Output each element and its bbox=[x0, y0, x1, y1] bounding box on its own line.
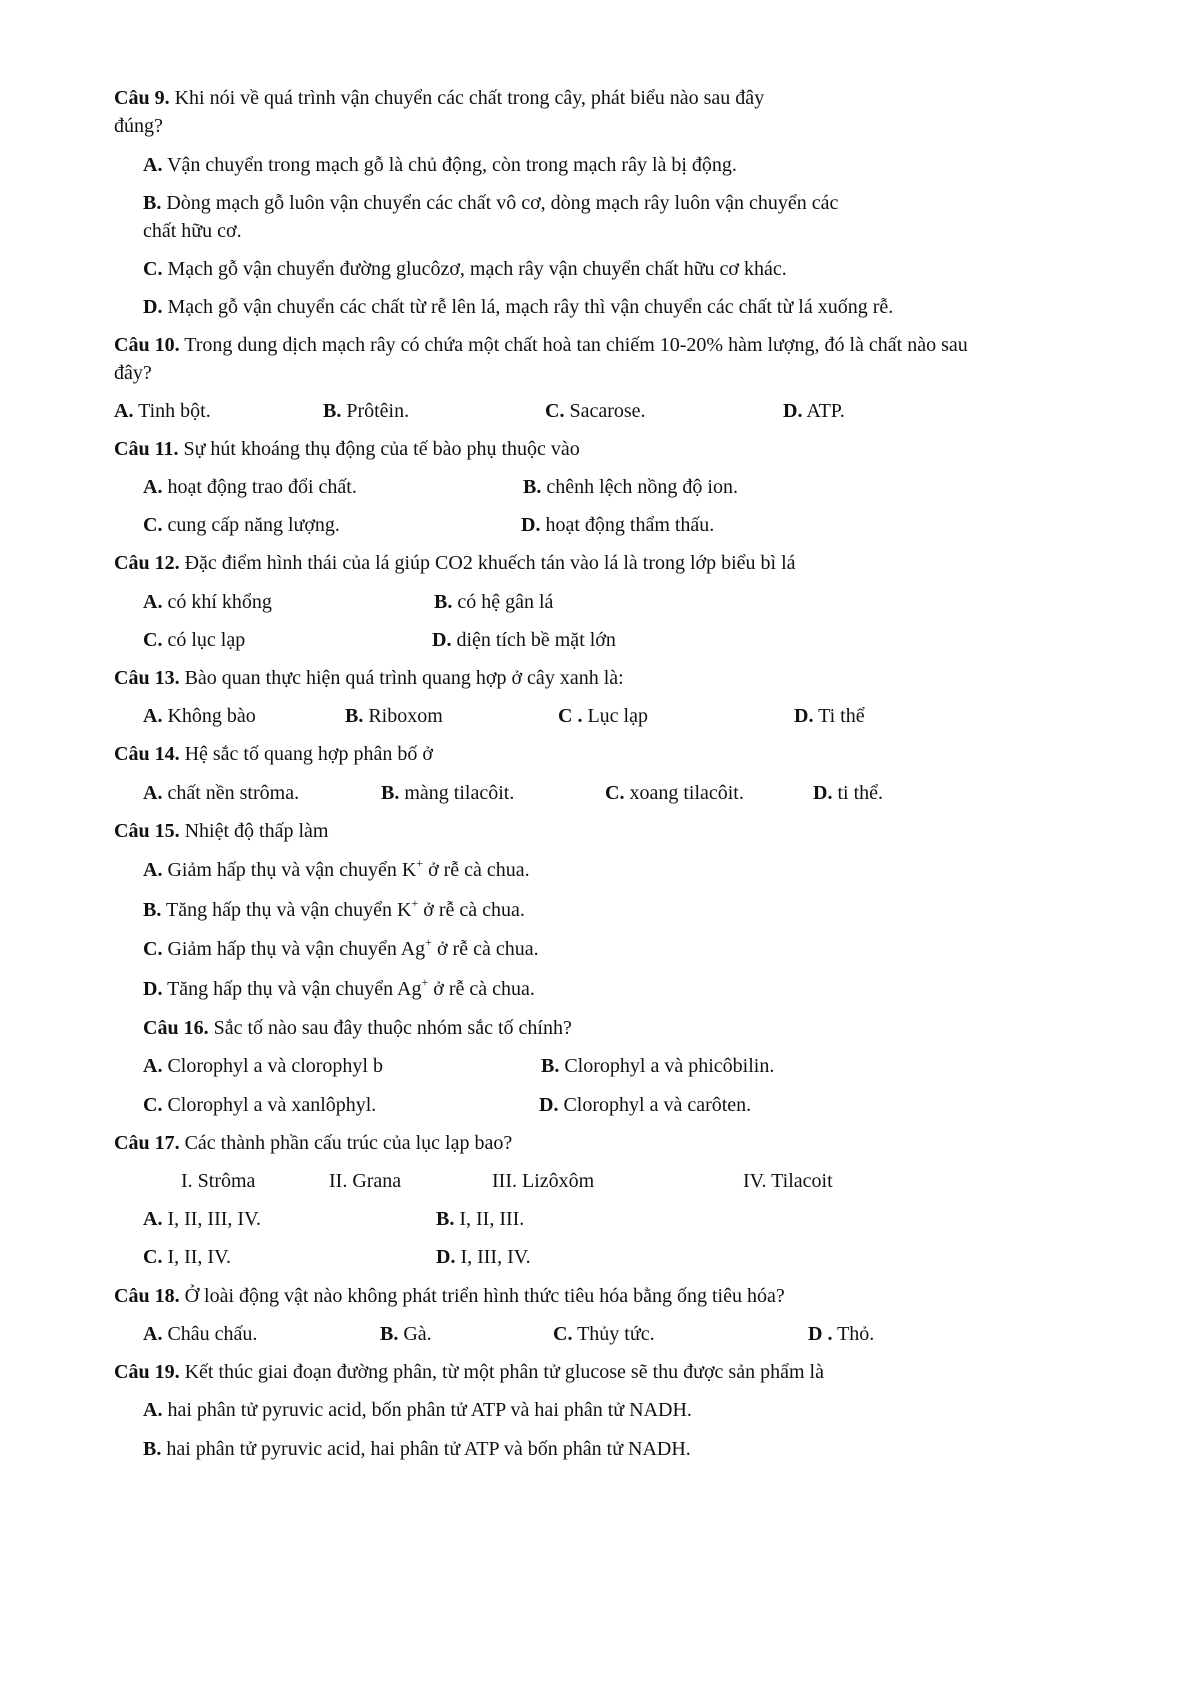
option-d bbox=[794, 702, 865, 730]
question-text: đây? bbox=[114, 362, 152, 384]
option-label: D. bbox=[521, 514, 541, 536]
option-label: B. bbox=[143, 1438, 162, 1460]
options-row bbox=[0, 1205, 1189, 1233]
option-label: A. bbox=[143, 591, 163, 613]
question-label: Câu 15. bbox=[114, 820, 180, 842]
question-label: Câu 19. bbox=[114, 1361, 180, 1383]
option-text: ở rễ cà chua. bbox=[428, 978, 535, 1000]
option-text: Thỏ. bbox=[832, 1323, 875, 1345]
option-a bbox=[114, 397, 211, 425]
option-c bbox=[143, 1243, 231, 1271]
question-14 bbox=[114, 740, 433, 768]
option-label: B. bbox=[143, 899, 162, 921]
question-label: Câu 9. bbox=[114, 87, 170, 109]
options-row bbox=[0, 511, 1189, 539]
options-row bbox=[0, 473, 1189, 501]
option-text: Không bào bbox=[162, 705, 256, 727]
option-text: chất nền strôma. bbox=[162, 782, 300, 804]
option-text: Sacarose. bbox=[564, 400, 646, 422]
option-label: D. bbox=[436, 1246, 456, 1268]
option-text: xoang tilacôit. bbox=[624, 782, 744, 804]
option-text: có hệ gân lá bbox=[452, 591, 554, 613]
superscript: + bbox=[421, 975, 429, 990]
option-label: B. bbox=[323, 400, 342, 422]
option-a bbox=[143, 856, 530, 884]
option-d bbox=[143, 293, 893, 321]
option-label: C. bbox=[553, 1323, 573, 1345]
option-c bbox=[143, 626, 245, 654]
option-b bbox=[143, 896, 525, 924]
option-text: có khí khổng bbox=[162, 591, 272, 613]
option-b bbox=[345, 702, 443, 730]
statement-1: I. Strôma bbox=[181, 1170, 256, 1192]
option-b bbox=[323, 397, 409, 425]
question-label: Câu 18. bbox=[114, 1285, 180, 1307]
options-row bbox=[0, 397, 1189, 425]
option-c bbox=[605, 779, 744, 807]
option-c bbox=[143, 255, 787, 283]
options-row bbox=[0, 779, 1189, 807]
question-text: Nhiệt độ thấp làm bbox=[179, 820, 329, 842]
option-label: A. bbox=[143, 705, 163, 727]
option-b bbox=[381, 779, 514, 807]
question-label: Câu 12. bbox=[114, 552, 180, 574]
option-text: Thủy tức. bbox=[572, 1323, 655, 1345]
option-text: Riboxom bbox=[363, 705, 443, 727]
options-row bbox=[0, 1091, 1189, 1119]
question-10 bbox=[114, 331, 968, 359]
option-label: B. bbox=[380, 1323, 399, 1345]
statement-3: III. Lizôxôm bbox=[492, 1170, 595, 1192]
question-label: Câu 10. bbox=[114, 334, 180, 356]
option-b bbox=[143, 189, 838, 217]
option-label: B. bbox=[436, 1208, 455, 1230]
option-text: ở rễ cà chua. bbox=[431, 938, 539, 960]
option-label: C. bbox=[143, 1094, 163, 1116]
option-label: C. bbox=[143, 938, 163, 960]
question-text: Sự hút khoáng thụ động của tế bào phụ thuộc vào bbox=[178, 438, 580, 460]
question-text: Các thành phần cấu trúc của lục lạp bao? bbox=[179, 1132, 513, 1154]
question-15 bbox=[114, 817, 328, 845]
question-label: Câu 14. bbox=[114, 743, 180, 765]
option-label: D. bbox=[143, 296, 163, 318]
option-text: I, II, IV. bbox=[162, 1246, 231, 1268]
option-text: Dòng mạch gỗ luôn vận chuyển các chất vô cơ, dòng mạch rây luôn vận chuyển các bbox=[161, 192, 839, 214]
option-text: cung cấp năng lượng. bbox=[162, 514, 340, 536]
question-18 bbox=[114, 1282, 785, 1310]
question-text: Kết thúc giai đoạn đường phân, từ một phân tử glucose sẽ thu được sản phẩm là bbox=[179, 1361, 824, 1383]
option-b bbox=[541, 1052, 774, 1080]
question-12 bbox=[114, 549, 796, 577]
option-b bbox=[380, 1320, 432, 1348]
question-13 bbox=[114, 664, 624, 692]
superscript: + bbox=[416, 856, 424, 871]
option-c bbox=[553, 1320, 655, 1348]
option-label: C. bbox=[143, 258, 163, 280]
option-label: D. bbox=[813, 782, 833, 804]
question-text: Khi nói về quá trình vận chuyển các chất trong cây, phát biểu nào sau đây bbox=[169, 87, 765, 109]
option-a bbox=[143, 1205, 261, 1233]
option-a bbox=[143, 151, 737, 179]
option-d bbox=[143, 975, 535, 1003]
statement-4: IV. Tilacoit bbox=[743, 1170, 833, 1192]
option-label: A. bbox=[143, 859, 163, 881]
question-text: Ở loài động vật nào không phát triển hình thức tiêu hóa bằng ống tiêu hóa? bbox=[179, 1285, 785, 1307]
option-text: Tăng hấp thụ và vận chuyển Ag bbox=[162, 978, 422, 1000]
option-c bbox=[143, 1091, 376, 1119]
option-label: D. bbox=[783, 400, 803, 422]
option-label: C. bbox=[545, 400, 565, 422]
question-label: Câu 16. bbox=[143, 1017, 209, 1039]
option-b bbox=[523, 473, 738, 501]
option-text: Clorophyl a và xanlôphyl. bbox=[162, 1094, 377, 1116]
option-label: D. bbox=[539, 1094, 559, 1116]
option-label: C. bbox=[605, 782, 625, 804]
question-text: đúng? bbox=[114, 115, 163, 137]
options-row bbox=[0, 626, 1189, 654]
option-text: I, III, IV. bbox=[455, 1246, 531, 1268]
option-label: B. bbox=[523, 476, 542, 498]
option-label: A. bbox=[143, 1208, 163, 1230]
question-text: Sắc tố nào sau đây thuộc nhóm sắc tố chính? bbox=[208, 1017, 572, 1039]
option-d bbox=[521, 511, 714, 539]
option-text: có lục lạp bbox=[162, 629, 246, 651]
option-label: C. bbox=[143, 1246, 163, 1268]
option-a bbox=[143, 588, 272, 616]
option-c bbox=[143, 511, 340, 539]
option-text: Prôtêin. bbox=[341, 400, 410, 422]
options-row bbox=[0, 1320, 1189, 1348]
option-a bbox=[143, 702, 256, 730]
question-9-continuation bbox=[114, 112, 163, 140]
option-c bbox=[143, 935, 539, 963]
option-label: C. bbox=[143, 629, 163, 651]
option-text: Tăng hấp thụ và vận chuyển K bbox=[161, 899, 412, 921]
option-d bbox=[539, 1091, 751, 1119]
option-text: Tinh bột. bbox=[133, 400, 211, 422]
option-text: Clorophyl a và clorophyl b bbox=[162, 1055, 383, 1077]
question-text: Trong dung dịch mạch rây có chứa một chất hoà tan chiếm 10-20% hàm lượng, đó là chất nào sau bbox=[179, 334, 968, 356]
question-label: Câu 13. bbox=[114, 667, 180, 689]
option-d bbox=[813, 779, 883, 807]
question-label: Câu 11. bbox=[114, 438, 179, 460]
option-label: A. bbox=[143, 782, 163, 804]
option-c bbox=[545, 397, 646, 425]
option-text: Mạch gỗ vận chuyển các chất từ rễ lên lá, mạch rây thì vận chuyển các chất từ lá xuống rễ. bbox=[162, 296, 894, 318]
option-a bbox=[143, 1396, 692, 1424]
option-label: D . bbox=[808, 1323, 833, 1345]
option-label: B. bbox=[143, 192, 162, 214]
option-text: hai phân tử pyruvic acid, bốn phân tử ATP và hai phân tử NADH. bbox=[162, 1399, 692, 1421]
option-text: hoạt động trao đổi chất. bbox=[162, 476, 357, 498]
option-a bbox=[143, 1052, 383, 1080]
option-label: A. bbox=[143, 1323, 163, 1345]
option-label: B. bbox=[541, 1055, 560, 1077]
statement-2: II. Grana bbox=[329, 1170, 402, 1192]
option-text: ở rễ cà chua. bbox=[423, 859, 530, 881]
option-label: D. bbox=[794, 705, 814, 727]
superscript: + bbox=[425, 935, 432, 950]
option-a bbox=[143, 1320, 257, 1348]
option-label: A. bbox=[143, 476, 163, 498]
options-row bbox=[0, 1243, 1189, 1271]
question-text: Đặc điểm hình thái của lá giúp CO2 khuếch tán vào lá là trong lớp biểu bì lá bbox=[179, 552, 796, 574]
option-d bbox=[808, 1320, 874, 1348]
option-d bbox=[783, 397, 845, 425]
statements-row bbox=[0, 1167, 1189, 1195]
option-text: Mạch gỗ vận chuyển đường glucôzơ, mạch rây vận chuyển chất hữu cơ khác. bbox=[162, 258, 787, 280]
option-text: hoạt động thẩm thấu. bbox=[540, 514, 715, 536]
question-text: Hệ sắc tố quang hợp phân bố ở bbox=[179, 743, 433, 765]
option-text: Châu chấu. bbox=[162, 1323, 258, 1345]
option-c bbox=[558, 702, 648, 730]
option-text: màng tilacôit. bbox=[399, 782, 515, 804]
option-text: hai phân tử pyruvic acid, hai phân tử ATP và bốn phân tử NADH. bbox=[161, 1438, 691, 1460]
option-a bbox=[143, 779, 299, 807]
option-text: Giảm hấp thụ và vận chuyển K bbox=[162, 859, 417, 881]
option-text: ATP. bbox=[802, 400, 845, 422]
option-text: chênh lệch nồng độ ion. bbox=[541, 476, 738, 498]
option-text: Giảm hấp thụ và vận chuyển Ag bbox=[162, 938, 426, 960]
option-label: D. bbox=[432, 629, 452, 651]
option-text: Lục lạp bbox=[582, 705, 648, 727]
option-text: Ti thể bbox=[813, 705, 865, 727]
option-text: ti thể. bbox=[832, 782, 883, 804]
option-text: Vận chuyển trong mạch gỗ là chủ động, còn trong mạch rây là bị động. bbox=[162, 154, 737, 176]
option-label: A. bbox=[114, 400, 134, 422]
question-label: Câu 17. bbox=[114, 1132, 180, 1154]
option-label: C . bbox=[558, 705, 583, 727]
option-a bbox=[143, 473, 357, 501]
option-text: ở rễ cà chua. bbox=[418, 899, 525, 921]
option-text: Clorophyl a và phicôbilin. bbox=[559, 1055, 775, 1077]
question-11 bbox=[114, 435, 580, 463]
option-text: Clorophyl a và carôten. bbox=[558, 1094, 752, 1116]
question-17 bbox=[114, 1129, 512, 1157]
option-text: chất hữu cơ. bbox=[143, 220, 242, 242]
option-label: C. bbox=[143, 514, 163, 536]
option-label: A. bbox=[143, 1055, 163, 1077]
option-d bbox=[436, 1243, 531, 1271]
option-label: B. bbox=[345, 705, 364, 727]
option-d bbox=[432, 626, 616, 654]
options-row bbox=[0, 702, 1189, 730]
superscript: + bbox=[411, 896, 419, 911]
option-b bbox=[434, 588, 553, 616]
question-16 bbox=[143, 1014, 572, 1042]
question-10-continuation bbox=[114, 359, 152, 387]
option-label: A. bbox=[143, 154, 163, 176]
option-label: A. bbox=[143, 1399, 163, 1421]
option-b-continuation bbox=[143, 217, 242, 245]
option-label: B. bbox=[381, 782, 400, 804]
option-label: D. bbox=[143, 978, 163, 1000]
option-b bbox=[143, 1435, 691, 1463]
question-9 bbox=[114, 84, 764, 112]
question-text: Bào quan thực hiện quá trình quang hợp ở cây xanh là: bbox=[179, 667, 624, 689]
options-row bbox=[0, 588, 1189, 616]
option-b bbox=[436, 1205, 524, 1233]
option-label: B. bbox=[434, 591, 453, 613]
option-text: I, II, III, IV. bbox=[162, 1208, 261, 1230]
option-text: I, II, III. bbox=[454, 1208, 525, 1230]
option-text: diện tích bề mặt lớn bbox=[451, 629, 616, 651]
option-text: Gà. bbox=[398, 1323, 432, 1345]
question-19 bbox=[114, 1358, 824, 1386]
options-row bbox=[0, 1052, 1189, 1080]
